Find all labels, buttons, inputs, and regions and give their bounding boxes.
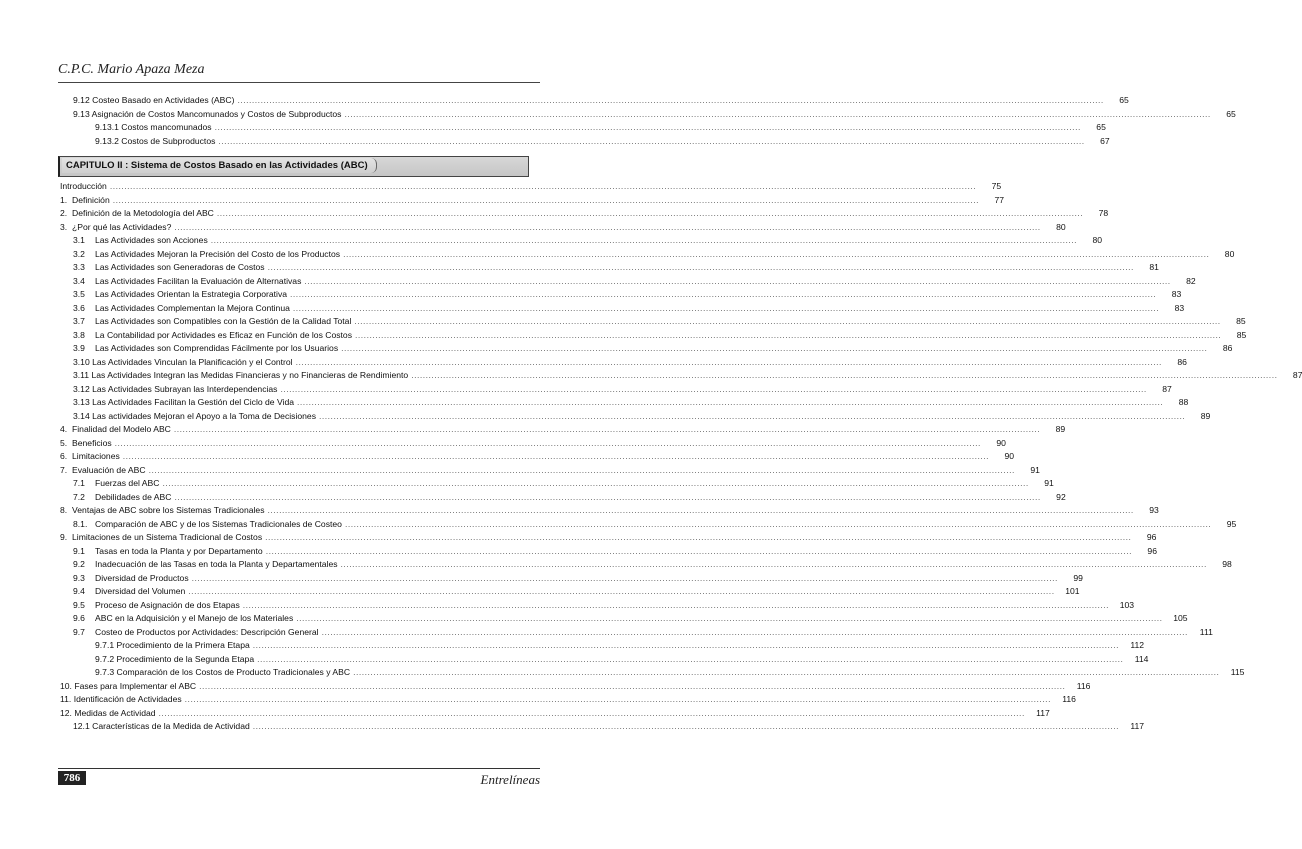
toc-entry-title: Fuerzas del ABC bbox=[95, 478, 160, 488]
toc-entry-title: 3.12 Las Actividades Subrayan las Interdependencias bbox=[73, 383, 278, 394]
toc-entry-page: 80 bbox=[1092, 235, 1103, 245]
toc-entry-title: Diversidad del Volumen bbox=[95, 586, 186, 596]
dot-leader: ............................................................................................................................................................................................................................................................................................................ bbox=[242, 599, 1110, 610]
toc-entry-page: 93 bbox=[1149, 505, 1159, 515]
toc-entry-title: 3.14 Las actividades Mejoran el Apoyo a la Toma de Decisiones bbox=[73, 410, 316, 421]
toc-entry-number: 5. bbox=[60, 437, 68, 448]
toc-entry bbox=[60, 720, 1145, 734]
dot-leader: ............................................................................................................................................................................................................................................................................................................ bbox=[162, 478, 1029, 488]
toc-entry-title: ABC en la Adquisición y el Manejo de los Materiales bbox=[95, 613, 294, 623]
dot-leader: ............................................................................................................................................................................................................................................................................................................ bbox=[341, 343, 1208, 353]
toc-entry bbox=[60, 464, 1040, 478]
toc-entry bbox=[60, 108, 1236, 122]
dot-leader: ............................................................................................................................................................................................................................................................................................................ bbox=[319, 410, 1186, 421]
toc-entry-title: Costeo de Productos por Actividades: Descripción General bbox=[95, 626, 319, 637]
toc-entry-page: 90 bbox=[1004, 451, 1015, 461]
toc-entry-title: Evaluación de ABC bbox=[72, 464, 146, 475]
toc-entry bbox=[60, 653, 1149, 667]
dot-leader: ............................................................................................................................................................................................................................................................................................................ bbox=[158, 707, 1025, 718]
toc-entry-number: 9.3 bbox=[73, 572, 85, 583]
toc-entry-title: Ventajas de ABC sobre los Sistemas Tradicionales bbox=[72, 505, 265, 515]
toc-entry-title: 9.13 Asignación de Costos Mancomunados y Costos de Subproductos bbox=[73, 108, 342, 119]
toc-entry-number: 9. bbox=[60, 532, 68, 542]
dot-leader: ............................................................................................................................................................................................................................................................................................................ bbox=[355, 329, 1222, 340]
toc-entry-number: 4. bbox=[60, 424, 68, 434]
toc-entry-number: 7.2 bbox=[73, 491, 85, 502]
toc-entry-title: Comparación de ABC y de los Sistemas Tradicionales de Costeo bbox=[95, 518, 342, 529]
dot-leader: ............................................................................................................................................................................................................................................................................................................ bbox=[218, 135, 1085, 146]
toc-entry-number: 9.6 bbox=[73, 613, 85, 623]
toc-entry bbox=[60, 234, 1103, 248]
toc-entry bbox=[60, 302, 1185, 316]
toc-entry-title: Limitaciones bbox=[72, 451, 120, 461]
toc-entry-page: 86 bbox=[1177, 356, 1187, 367]
dot-leader: ............................................................................................................................................................................................................................................................................................................ bbox=[344, 518, 1212, 529]
toc-entry bbox=[60, 572, 1083, 586]
toc-entry bbox=[60, 599, 1135, 613]
toc-entry-title: La Contabilidad por Actividades es Eficaz en Función de los Costos bbox=[95, 329, 353, 340]
toc-entry-page: 116 bbox=[1062, 694, 1076, 704]
toc-entry-number: 3.9 bbox=[73, 343, 85, 353]
toc-entry-page: 115 bbox=[1230, 667, 1245, 677]
header-divider bbox=[58, 82, 540, 83]
toc-entry-title: Definición de la Metodología del ABC bbox=[72, 208, 214, 218]
chapter-banner bbox=[58, 156, 529, 177]
dot-leader: ............................................................................................................................................................................................................................................................................................................ bbox=[252, 640, 1120, 650]
toc-entry bbox=[60, 545, 1157, 559]
toc-entry-number: 2. bbox=[60, 208, 68, 218]
toc-entry bbox=[60, 410, 1211, 424]
dot-leader: ............................................................................................................................................................................................................................................................................................................ bbox=[210, 235, 1078, 245]
toc-entry-title: 9.7.2 Procedimiento de la Segunda Etapa bbox=[95, 653, 255, 664]
toc-entry-page: 67 bbox=[1100, 135, 1110, 146]
toc-entry-number: 3.3 bbox=[73, 262, 85, 272]
dot-leader: ............................................................................................................................................................................................................................................................................................................ bbox=[199, 680, 1066, 691]
dot-leader: ............................................................................................................................................................................................................................................................................................................ bbox=[267, 262, 1134, 272]
toc-entry-title: Las Actividades son Comprendidas Fácilmente por los Usuarios bbox=[95, 343, 339, 353]
dot-leader: ............................................................................................................................................................................................................................................................................................................ bbox=[297, 397, 1164, 407]
toc-entry-page: 99 bbox=[1073, 572, 1083, 583]
dot-leader: ............................................................................................................................................................................................................................................................................................................ bbox=[265, 532, 1132, 542]
dot-leader: ............................................................................................................................................................................................................................................................................................................ bbox=[411, 370, 1278, 380]
toc-entry-title: 12. Medidas de Actividad bbox=[60, 707, 156, 718]
dot-leader: ............................................................................................................................................................................................................................................................................................................ bbox=[290, 289, 1157, 299]
toc-entry-number: 3.6 bbox=[73, 302, 85, 313]
toc-entry bbox=[60, 666, 1245, 680]
toc-entry-title: Las Actividades Orientan la Estrategia Corporativa bbox=[95, 289, 288, 299]
toc-entry bbox=[60, 356, 1187, 370]
toc-entry bbox=[60, 518, 1237, 532]
toc-entry-page: 65 bbox=[1119, 95, 1129, 105]
toc-entry bbox=[60, 207, 1109, 221]
toc-entry-page: 87 bbox=[1292, 370, 1302, 380]
chapter-title: CAPITULO II : Sistema de Costos Basado en las Actividades (ABC) bbox=[62, 158, 377, 173]
dot-leader: ............................................................................................................................................................................................................................................................................................................ bbox=[174, 491, 1041, 502]
toc-entry-page: 87 bbox=[1162, 383, 1172, 394]
toc-entry-page: 96 bbox=[1146, 532, 1157, 542]
dot-leader: ............................................................................................................................................................................................................................................................................................................ bbox=[191, 572, 1058, 583]
dot-leader: ............................................................................................................................................................................................................................................................................................................ bbox=[265, 545, 1132, 556]
toc-entry bbox=[60, 626, 1213, 640]
toc-entry bbox=[60, 437, 1006, 451]
toc-entry bbox=[60, 383, 1172, 397]
dot-leader: ............................................................................................................................................................................................................................................................................................................ bbox=[112, 194, 980, 205]
toc-entry-page: 96 bbox=[1147, 545, 1157, 556]
toc-entry-page: 85 bbox=[1236, 329, 1247, 340]
toc-entry-title: 3.13 Las Actividades Facilitan la Gestión del Ciclo de Vida bbox=[73, 397, 295, 407]
toc-entry-number: 1. bbox=[60, 194, 68, 205]
toc-entry bbox=[60, 423, 1066, 437]
toc-entry-title: 9.7.1 Procedimiento de la Primera Etapa bbox=[95, 640, 250, 650]
toc-entry-number: 3.7 bbox=[73, 316, 85, 326]
dot-leader: ............................................................................................................................................................................................................................................................................................................ bbox=[252, 721, 1120, 731]
toc-entry bbox=[60, 491, 1066, 505]
toc-entry-number: 8.1. bbox=[73, 518, 88, 529]
toc-entry bbox=[60, 194, 1005, 208]
toc-entry-page: 112 bbox=[1130, 640, 1145, 650]
toc-entry-title: 11. Identificación de Actividades bbox=[60, 694, 182, 704]
toc-entry-number: 9.4 bbox=[73, 586, 85, 596]
toc-entry bbox=[60, 477, 1054, 491]
dot-leader: ............................................................................................................................................................................................................................................................................................................ bbox=[109, 181, 977, 191]
dot-leader: ............................................................................................................................................................................................................................................................................................................ bbox=[114, 437, 981, 448]
toc-entry-number: 9.2 bbox=[73, 559, 85, 569]
toc-entry-title: Definición bbox=[72, 194, 110, 205]
toc-entry-title: 3.10 Las Actividades Vinculan la Planificación y el Control bbox=[73, 356, 293, 367]
toc-entry-title: 10. Fases para Implementar el ABC bbox=[60, 680, 197, 691]
toc-entry bbox=[60, 707, 1050, 721]
toc-entry-number: 3. bbox=[60, 221, 68, 232]
toc-entry-number: 9.1 bbox=[73, 545, 85, 556]
dot-leader: ............................................................................................................................................................................................................................................................................................................ bbox=[295, 356, 1162, 367]
toc-entry-title: ¿Por qué las Actividades? bbox=[72, 221, 172, 232]
toc-entry-title: Las Actividades son Generadoras de Costos bbox=[95, 262, 265, 272]
toc-entry-title: 9.12 Costeo Basado en Actividades (ABC) bbox=[73, 95, 235, 105]
toc-entry-number: 9.5 bbox=[73, 599, 85, 610]
page-number: 786 bbox=[58, 771, 86, 785]
toc-entry-page: 117 bbox=[1130, 721, 1145, 731]
toc-entry-number: 3.2 bbox=[73, 248, 85, 259]
toc-entry-page: 81 bbox=[1149, 262, 1159, 272]
toc-entry-page: 77 bbox=[994, 194, 1005, 205]
toc-entry bbox=[60, 450, 1015, 464]
toc-entry-title: Las Actividades Mejoran la Precisión del Costo de los Productos bbox=[95, 248, 341, 259]
toc-entry-title: 9.13.1 Costos mancomunados bbox=[95, 122, 212, 132]
toc-entry-page: 89 bbox=[1055, 424, 1066, 434]
toc-entry-page: 114 bbox=[1134, 653, 1149, 664]
dot-leader: ............................................................................................................................................................................................................................................................................................................ bbox=[304, 275, 1171, 286]
dot-leader: ............................................................................................................................................................................................................................................................................................................ bbox=[257, 653, 1124, 664]
toc-entry bbox=[60, 639, 1145, 653]
toc-entry-page: 86 bbox=[1222, 343, 1233, 353]
dot-leader: ............................................................................................................................................................................................................................................................................................................ bbox=[321, 626, 1188, 637]
toc-entry-number: 7.1 bbox=[73, 478, 85, 488]
toc-entry bbox=[60, 221, 1066, 235]
dot-leader: ............................................................................................................................................................................................................................................................................................................ bbox=[184, 694, 1051, 704]
toc-entry bbox=[60, 94, 1129, 108]
toc-entry-page: 89 bbox=[1200, 410, 1211, 421]
toc-entry-title: Debilidades de ABC bbox=[95, 491, 172, 502]
dot-leader: ............................................................................................................................................................................................................................................................................................................ bbox=[148, 464, 1015, 475]
toc-continuation bbox=[60, 94, 1236, 148]
toc-entry-title: 3.11 Las Actividades Integran las Medidas Financieras y no Financieras de Rendimiento bbox=[73, 370, 409, 380]
dot-leader: ............................................................................................................................................................................................................................................................................................................ bbox=[214, 122, 1081, 132]
dot-leader: ............................................................................................................................................................................................................................................................................................................ bbox=[343, 248, 1210, 259]
toc-entry bbox=[60, 121, 1106, 135]
toc-entry-number: 3.5 bbox=[73, 289, 85, 299]
dot-leader: ............................................................................................................................................................................................................................................................................................................ bbox=[122, 451, 990, 461]
footer-divider bbox=[58, 768, 540, 769]
toc-entry-page: 80 bbox=[1056, 221, 1066, 232]
toc-entry-page: 105 bbox=[1173, 613, 1188, 623]
dot-leader: ............................................................................................................................................................................................................................................................................................................ bbox=[296, 613, 1163, 623]
toc-entry-page: 111 bbox=[1199, 626, 1213, 637]
dot-leader: ............................................................................................................................................................................................................................................................................................................ bbox=[216, 208, 1084, 218]
dot-leader: ............................................................................................................................................................................................................................................................................................................ bbox=[353, 667, 1220, 677]
toc-entry bbox=[60, 680, 1091, 694]
toc-entry bbox=[60, 558, 1232, 572]
toc-entry-title: Introducción bbox=[60, 181, 107, 191]
toc-entry-title: Proceso de Asignación de dos Etapas bbox=[95, 599, 240, 610]
toc-entry bbox=[60, 180, 1002, 194]
dot-leader: ............................................................................................................................................................................................................................................................................................................ bbox=[340, 559, 1207, 569]
toc-entry bbox=[60, 315, 1246, 329]
toc-entry bbox=[60, 248, 1235, 262]
toc-entry bbox=[60, 261, 1159, 275]
toc-entry-title: Las Actividades Complementan la Mejora Continua bbox=[95, 302, 290, 313]
dot-leader: ............................................................................................................................................................................................................................................................................................................ bbox=[174, 221, 1041, 232]
toc-entry bbox=[60, 531, 1157, 545]
toc-entry-page: 83 bbox=[1174, 302, 1185, 313]
toc-entry-page: 90 bbox=[996, 437, 1006, 448]
toc-entry-number: 3.1 bbox=[73, 235, 85, 245]
dot-leader: ............................................................................................................................................................................................................................................................................................................ bbox=[292, 302, 1160, 313]
toc-entry-title: Limitaciones de un Sistema Tradicional de Costos bbox=[72, 532, 263, 542]
toc-entry-page: 91 bbox=[1044, 478, 1054, 488]
toc-entry-title: Las Actividades Facilitan la Evaluación de Alternativas bbox=[95, 275, 302, 286]
dot-leader: ............................................................................................................................................................................................................................................................................................................ bbox=[280, 383, 1147, 394]
toc-entry-page: 65 bbox=[1226, 108, 1236, 119]
toc-entry-title: Beneficios bbox=[72, 437, 112, 448]
dot-leader: ............................................................................................................................................................................................................................................................................................................ bbox=[354, 316, 1221, 326]
toc-entry-number: 9.7 bbox=[73, 626, 85, 637]
toc-entry-number: 6. bbox=[60, 451, 68, 461]
toc-entry-page: 80 bbox=[1224, 248, 1235, 259]
toc-entry bbox=[60, 612, 1188, 626]
toc-entry-page: 91 bbox=[1030, 464, 1040, 475]
toc-entry-page: 78 bbox=[1098, 208, 1109, 218]
toc-entry-page: 92 bbox=[1056, 491, 1066, 502]
dot-leader: ............................................................................................................................................................................................................................................................................................................ bbox=[237, 95, 1104, 105]
toc-entry bbox=[60, 369, 1302, 383]
toc-entry bbox=[60, 504, 1159, 518]
dot-leader: ............................................................................................................................................................................................................................................................................................................ bbox=[188, 586, 1055, 596]
dot-leader: ............................................................................................................................................................................................................................................................................................................ bbox=[173, 424, 1041, 434]
toc-entry-page: 88 bbox=[1178, 397, 1189, 407]
toc-entry-page: 83 bbox=[1171, 289, 1182, 299]
table-of-contents bbox=[60, 180, 1302, 734]
toc-entry bbox=[60, 135, 1110, 149]
toc-entry-title: Diversidad de Productos bbox=[95, 572, 189, 583]
toc-entry-title: 9.7.3 Comparación de los Costos de Producto Tradicionales y ABC bbox=[95, 667, 351, 677]
toc-entry-number: 7. bbox=[60, 464, 68, 475]
toc-entry-page: 98 bbox=[1222, 559, 1232, 569]
dot-leader: ............................................................................................................................................................................................................................................................................................................ bbox=[344, 108, 1211, 119]
toc-entry bbox=[60, 585, 1080, 599]
toc-entry-title: Finalidad del Modelo ABC bbox=[72, 424, 171, 434]
toc-entry-number: 3.4 bbox=[73, 275, 85, 286]
toc-entry-page: 95 bbox=[1226, 518, 1237, 529]
toc-entry-number: 3.8 bbox=[73, 329, 85, 340]
footer-brand: Entrelíneas bbox=[480, 772, 540, 787]
toc-entry-page: 75 bbox=[991, 181, 1002, 191]
toc-entry-title: 12.1 Características de la Medida de Actividad bbox=[73, 721, 250, 731]
toc-entry-title: Las Actividades son Acciones bbox=[95, 235, 208, 245]
toc-entry bbox=[60, 693, 1076, 707]
toc-entry bbox=[60, 342, 1233, 356]
toc-entry bbox=[60, 275, 1196, 289]
dot-leader: ............................................................................................................................................................................................................................................................................................................ bbox=[267, 505, 1134, 515]
toc-entry bbox=[60, 288, 1182, 302]
toc-entry-title: 9.13.2 Costos de Subproductos bbox=[95, 135, 216, 146]
toc-entry-page: 85 bbox=[1236, 316, 1246, 326]
toc-entry-page: 116 bbox=[1076, 680, 1091, 691]
toc-entry bbox=[60, 396, 1189, 410]
header-author: C.P.C. Mario Apaza Meza bbox=[58, 62, 205, 77]
toc-entry-title: Inadecuación de las Tasas en toda la Planta y Departamentales bbox=[95, 559, 338, 569]
toc-entry-page: 103 bbox=[1119, 599, 1135, 610]
toc-entry-page: 101 bbox=[1065, 586, 1080, 596]
toc-entry-title: Tasas en toda la Planta y por Departamento bbox=[95, 545, 263, 556]
toc-entry-number: 8. bbox=[60, 505, 68, 515]
toc-entry-page: 82 bbox=[1186, 275, 1196, 286]
toc-entry-title: Las Actividades son Compatibles con la Gestión de la Calidad Total bbox=[95, 316, 352, 326]
toc-entry-page: 117 bbox=[1036, 707, 1050, 718]
toc-entry-page: 65 bbox=[1096, 122, 1106, 132]
toc-entry bbox=[60, 329, 1247, 343]
